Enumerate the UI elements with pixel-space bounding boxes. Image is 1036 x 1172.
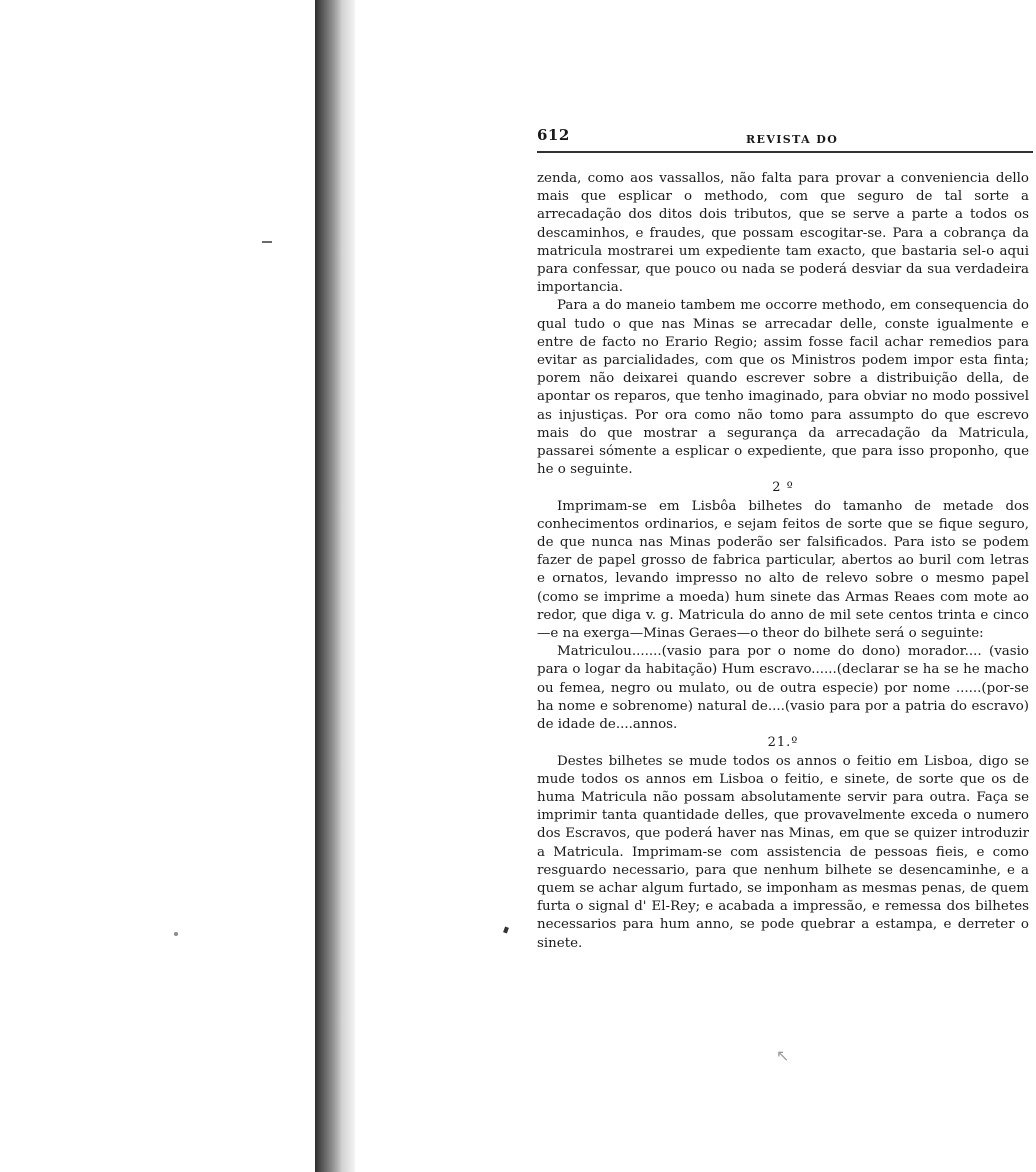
page-body	[537, 170, 1029, 953]
section-number-20: 2 º	[772, 480, 794, 496]
paragraph-2: Para a do maneio tambem me occorre methodo, em consequencia do qual tudo o que nas Minas se arrecadar delle, conste igualmente e entre de facto no Erario Regio; assim fosse facil achar remedios para evitar as parcialidades, com que os Ministros podem impor esta finta; porem não deixarei quando escrever sobre a distribuição della, de apontar os reparos, que tenho imaginado, para obviar no modo possivel as injustiças. Por ora como não tomo para assumpto do que escrevo mais do que mostrar a segurança da arrecadação da Matricula, passarei sómente a esplicar o expediente, que para isso proponho, que he o seguinte.	[537, 298, 1029, 478]
stray-dot	[174, 932, 178, 936]
page-number: 612	[537, 126, 570, 144]
paragraph-5: Destes bilhetes se mude todos os annos o feitio em Lisboa, digo se mude todos os annos em Lisboa o feitio, e sinete, de sorte que os de huma Matricula não possam absolutamente servir para outra. Faça se imprimir tanta quantidade delles, que provavelmente exceda o numero dos Escravos, que poderá haver nas Minas, em que se quizer introduzir a Matricula. Imprimam-se com assistencia de pessoas fieis, e como resguardo necessario, para que nenhum bilhete se desencaminhe, e a quem se achar algum furtado, se imponham as mesmas penas, de quem furta o signal d' El-Rey; e acabada a impressão, e remessa dos bilhetes necessarios para hum anno, se pode quebrar a estampa, e derreter o sinete.	[537, 753, 1029, 951]
section-number-21: 21.º	[767, 735, 799, 751]
book-gutter-shadow	[315, 0, 341, 1172]
book-gutter-highlight	[341, 0, 355, 1172]
margin-mark	[503, 926, 509, 933]
running-title: REVISTA DO	[746, 133, 839, 146]
header-rule	[537, 151, 1033, 153]
stray-mark	[262, 241, 272, 243]
paragraph-4: Matriculou.......(vasio para por o nome do dono) morador.... (vasio para o logar da habitação) Hum escravo......(declarar se ha se he macho ou femea, negro ou mulato, ou de outra especie) por nome ......(por-se ha nome e sobrenome) natural de....(vasio para por a patria do escravo) de idade de....annos.	[537, 644, 1029, 733]
cursor-icon: ↖	[776, 1046, 790, 1065]
paragraph-1: zenda, como aos vassallos, não falta para provar a conveniencia dello mais que esplicar o methodo, com que seguro de tal sorte a arrecadação dos ditos dois tributos, que se serve a parte a todos os descaminhos, e fraudes, que possam escogitar-se. Para a cobrança da matricula mostrarei um expediente tam exacto, que bastaria sel-o aqui para confessar, que pouco ou nada se poderá desviar da sua verdadeira importancia.	[537, 171, 1029, 296]
paragraph-3: Imprimam-se em Lisbôa bilhetes do tamanho de metade dos conhecimentos ordinarios, e sejam feitos de sorte que se fique seguro, de que nunca nas Minas poderão ser falsificados. Para isto se podem fazer de papel grosso de fabrica particular, abertos ao buril com letras e ornatos, levando impresso no alto de relevo sobre o mesmo papel (como se imprime a moeda) hum sinete das Armas Reaes com mote ao redor, que diga v. g. Matricula do anno de mil sete centos trinta e cinco—e na exerga—Minas Geraes—o theor do bilhete será o seguinte:	[537, 498, 1029, 642]
